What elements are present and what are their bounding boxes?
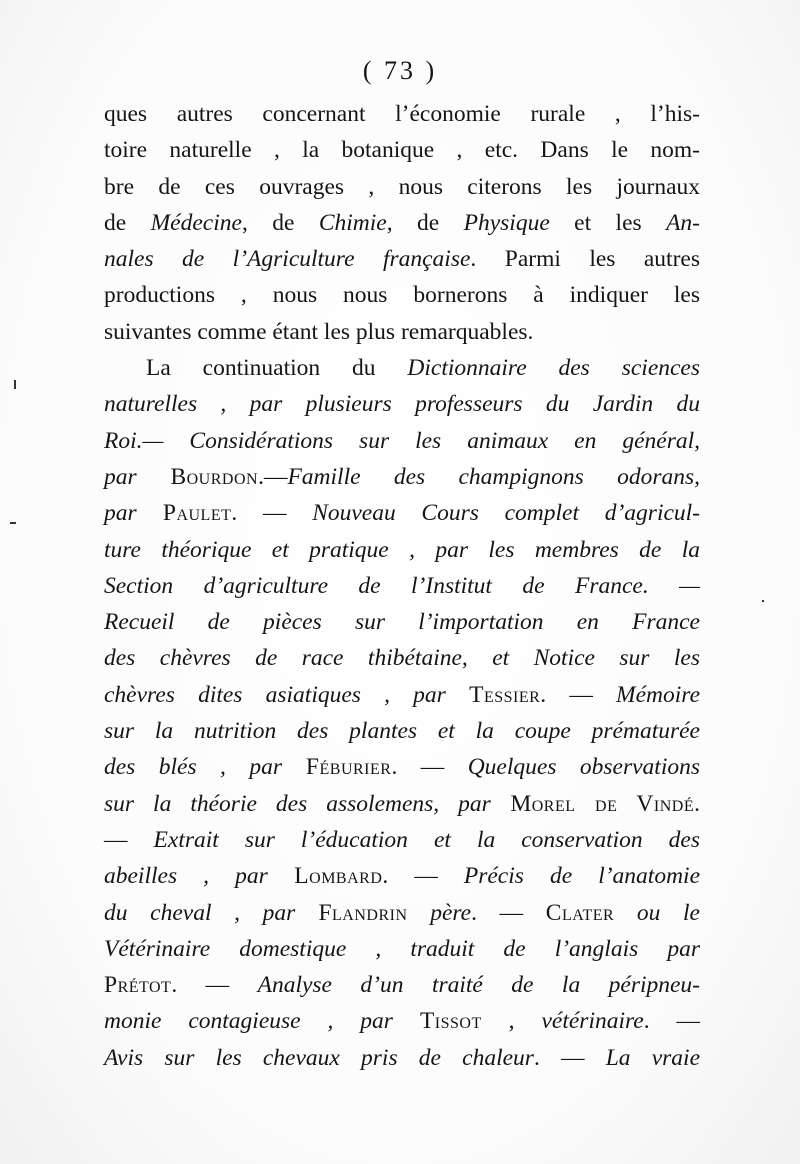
text-segment: Bourdon (136, 463, 259, 490)
text-segment: toire naturelle , la botanique , etc. Dans le nom- (104, 137, 700, 164)
text-segment: par (104, 463, 137, 490)
text-segment: Morel de Vindé (490, 790, 695, 817)
text-line (104, 532, 700, 568)
text-segment: , (481, 1008, 542, 1035)
text-segment: Prétot (104, 972, 172, 999)
text-segment: Dictionnaire des sciences (407, 355, 701, 382)
text-segment: des chèvres de race thibétaine, et Notice sur les (104, 645, 700, 672)
text-line (104, 786, 700, 822)
text-segment: suivantes comme étant les plus remarquables. (104, 318, 534, 345)
text-segment: Recueil de pièces sur l’importation en France (104, 609, 700, 636)
text-segment: de (104, 209, 151, 236)
text-segment: naturelles , par plusieurs professeurs du Jardin du (104, 391, 700, 418)
text-segment: par (104, 500, 137, 527)
text-line (104, 931, 700, 967)
text-segment: Famille des champignons odorans, (287, 463, 700, 490)
text-segment: . — (231, 500, 313, 527)
text-segment: sur la nutrition des plantes et la coupe prématurée (104, 718, 700, 745)
text-segment: Lombard (267, 863, 383, 890)
text-segment: Paulet (136, 500, 232, 527)
text-segment: et les (549, 209, 667, 236)
text-segment: La continuation du (146, 355, 408, 382)
text-line (104, 713, 700, 749)
text-segment: Féburier (282, 754, 392, 781)
text-segment: du cheval , par (104, 899, 296, 926)
text-segment: bre de ces ouvrages , nous citerons les journaux (104, 173, 700, 200)
text-segment: ture théorique et pratique , par les membres de la (104, 536, 700, 563)
text-segment: Nouveau Cours complet d’agricul- (312, 500, 701, 527)
text-line (104, 205, 700, 241)
text-line (104, 241, 700, 277)
text-segment: Section d’agriculture de l’Institut de France. — (104, 572, 700, 599)
page-number: ( 73 ) (362, 56, 438, 85)
text-segment: nales de l’Agriculture française (104, 246, 471, 273)
text-segment: Physique (463, 209, 550, 236)
text-segment: . — (540, 681, 617, 708)
text-segment: chèvres dites asiatiques , par (104, 681, 446, 708)
text-segment: Extrait sur l’éducation et la conservation des (153, 826, 700, 853)
text-segment: . — (471, 899, 546, 926)
text-segment: . (694, 790, 700, 817)
text-segment: — (104, 826, 154, 853)
text-segment: Chimie (318, 209, 387, 236)
text-segment: , de (241, 209, 319, 236)
text-line (104, 822, 700, 858)
text-segment: .— (258, 463, 288, 490)
text-line (104, 277, 700, 313)
text-line (104, 1040, 700, 1076)
text-segment: . — (382, 863, 464, 890)
text-line (104, 350, 700, 386)
text-line (104, 640, 700, 676)
text-line (104, 495, 700, 531)
text-line (104, 132, 700, 168)
text-segment: des blés , par (104, 754, 282, 781)
text-line (104, 604, 700, 640)
text-segment: Avis sur les chevaux pris de chaleur (104, 1044, 534, 1071)
scan-speck (14, 380, 16, 389)
text-segment: . — (171, 972, 258, 999)
text-segment: An- (666, 209, 700, 236)
text-segment: sur la théorie des assolemens, par (104, 790, 491, 817)
text-segment: Analyse d’un traité de la péripneu- (257, 972, 701, 999)
text-segment: Roi.— Considérations sur les animaux en général, (104, 427, 700, 454)
text-segment: Précis de l’anatomie (463, 863, 701, 890)
text-segment: La vraie (605, 1044, 700, 1071)
text-line (104, 895, 700, 931)
text-segment: Quelques observations (467, 754, 700, 781)
text-line (104, 96, 700, 132)
text-line (104, 1003, 700, 1039)
text-segment: . — (533, 1044, 606, 1071)
text-line (104, 423, 700, 459)
text-line (104, 169, 700, 205)
text-segment: ques autres concernant l’économie rurale , l’his- (104, 101, 700, 127)
text-line (104, 314, 700, 350)
text-segment: . Parmi les autres (470, 246, 700, 273)
text-segment: . — (643, 1008, 701, 1035)
text-segment: Tessier (445, 681, 541, 708)
text-line (104, 459, 700, 495)
text-segment: Flandrin (295, 899, 408, 926)
text-segment: . — (391, 754, 468, 781)
text-line (104, 858, 700, 894)
text-line (104, 568, 700, 604)
text-segment: Vétérinaire domestique , traduit de l’anglais par (104, 935, 700, 962)
text-segment: père (407, 899, 472, 926)
scan-speck (10, 522, 16, 524)
text-segment: Mémoire (616, 681, 701, 708)
text-segment: monie contagieuse , par (104, 1008, 393, 1035)
body-text (104, 96, 700, 1076)
text-segment: productions , nous nous bornerons à indiquer les (104, 282, 700, 309)
text-segment: Clater (545, 899, 615, 926)
text-segment: Tissot (392, 1008, 482, 1035)
text-segment: vétérinaire (541, 1008, 644, 1035)
text-line (104, 967, 700, 1003)
text-segment: ou le (614, 899, 700, 926)
text-line (104, 386, 700, 422)
text-line (104, 677, 700, 713)
text-segment: abeilles , par (104, 863, 268, 890)
scan-speck (762, 600, 764, 602)
text-segment: Médecine (150, 209, 242, 236)
text-segment: , de (386, 209, 464, 236)
text-line (104, 749, 700, 785)
